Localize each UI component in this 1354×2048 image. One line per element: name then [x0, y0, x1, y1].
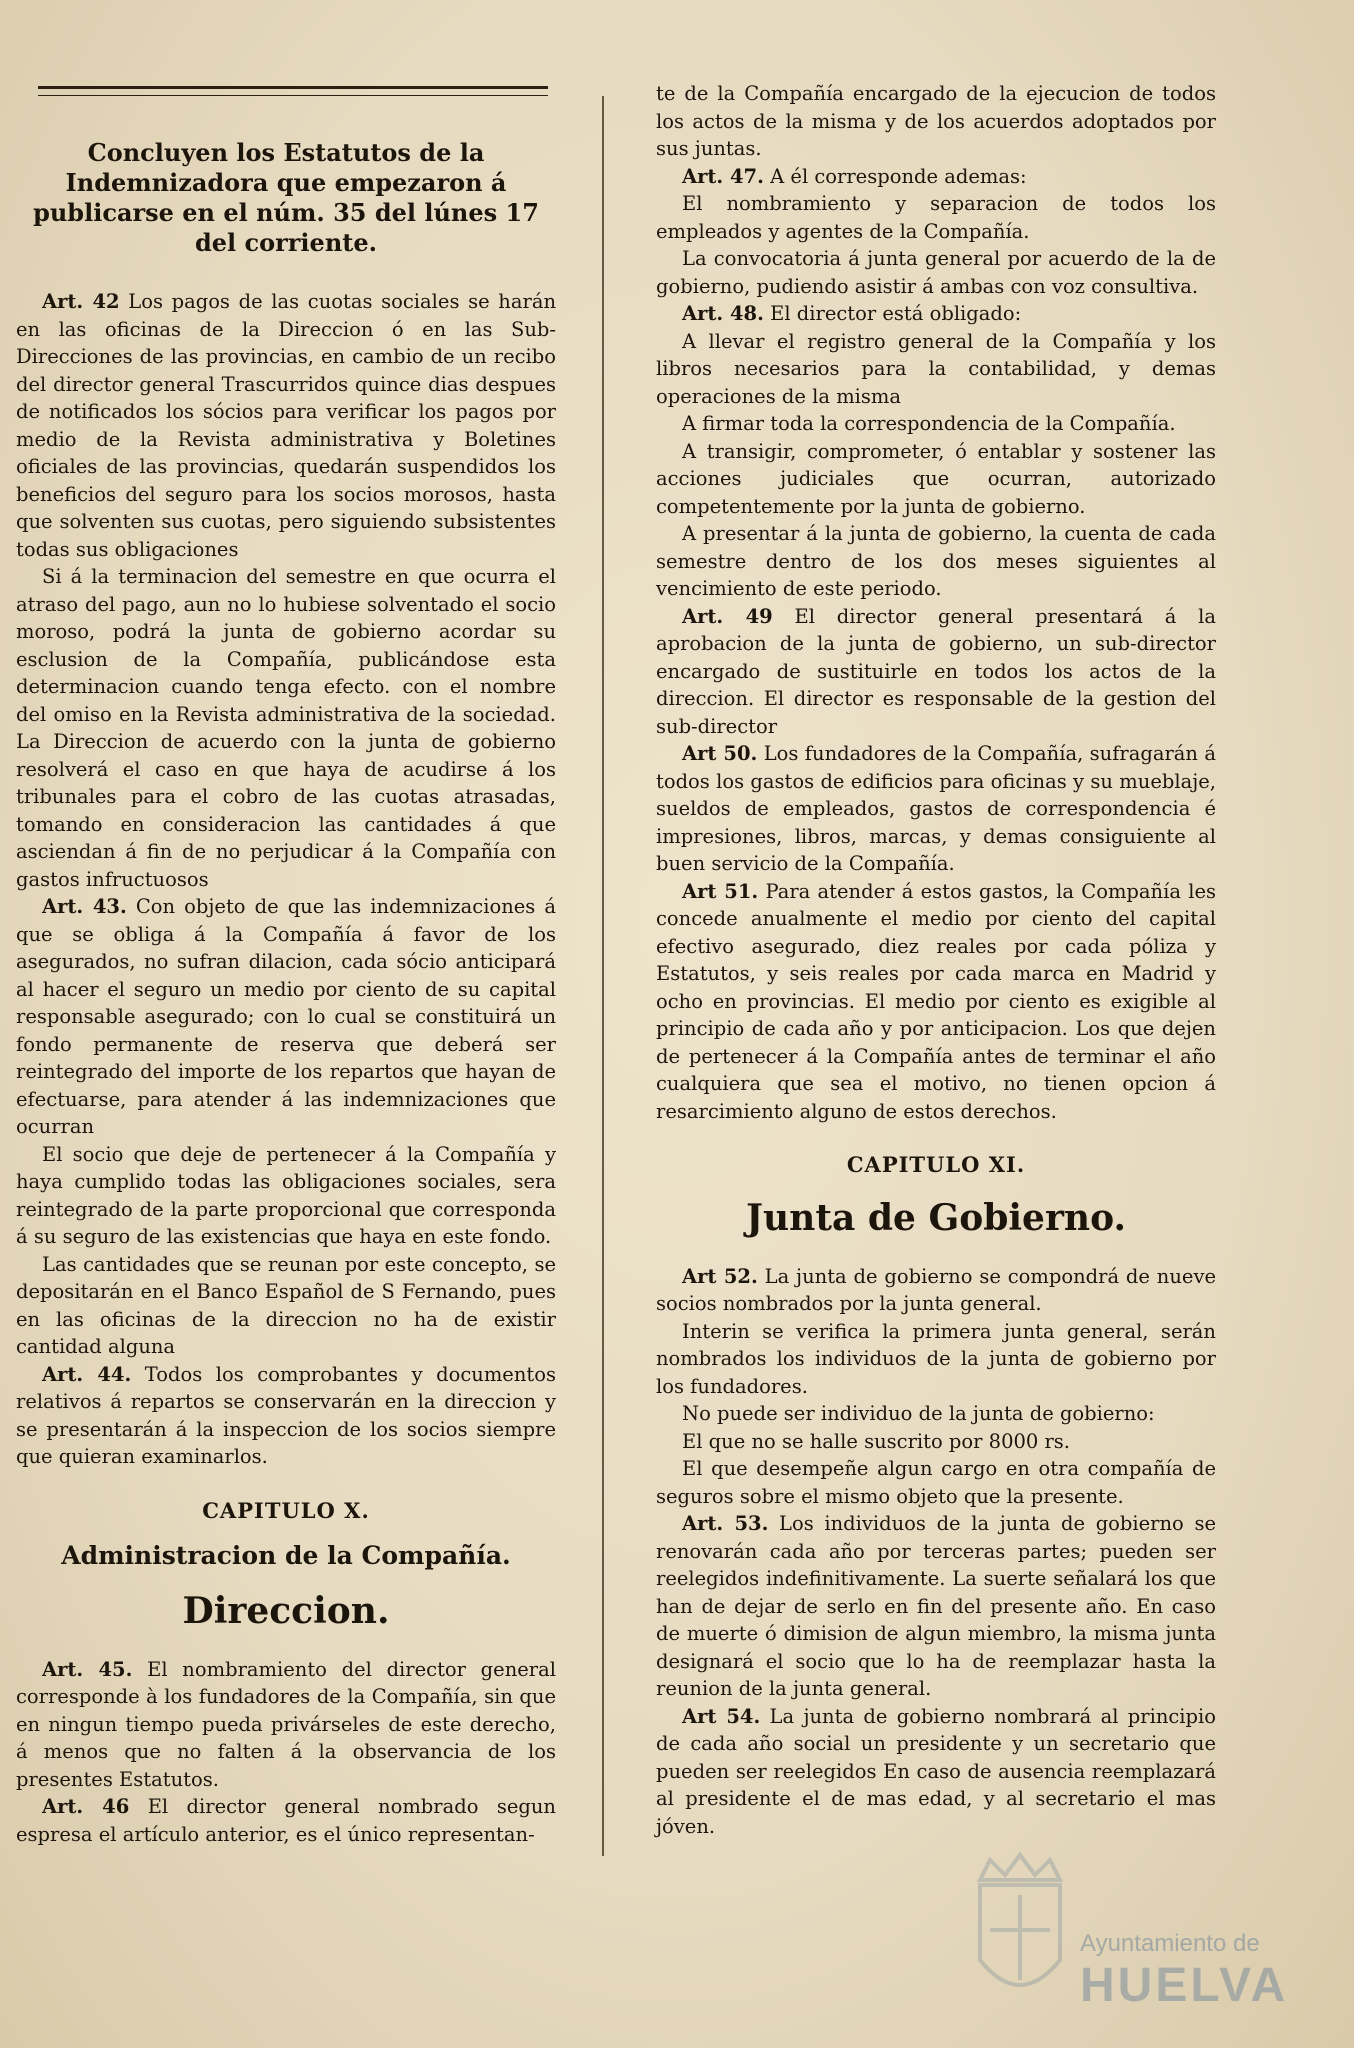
chapter-xi: CAPITULO XI.: [846, 1152, 1026, 1177]
paragraph: [656, 1510, 1216, 1703]
intro-heading: Concluyen los Estatutos de la Indemnizadora que empezaron á publicarse en el núm. 35 del lúnes 17 del corriente.: [33, 138, 539, 257]
paragraph-text: A llevar el registro general de la Compañía y los libros necesarios para la contabilidad, y demas operaciones de la misma: [656, 329, 1216, 408]
top-rule: [38, 86, 548, 96]
paragraph-text: La junta de gobierno se compondrá de nueve socios nombrados por la junta general.: [656, 1264, 1217, 1315]
right-paragraphs: [656, 80, 1216, 1125]
paragraph-text: Todos los comprobantes y documentos relativos á repartos se conservarán en la direccion y se presentarán á la inspeccion de los socios siempre que quieran examinarlos.: [16, 1362, 556, 1468]
watermark-line1: Ayuntamiento de: [1080, 1930, 1260, 1957]
paragraph: [16, 1793, 556, 1848]
paragraph: [656, 80, 1216, 163]
paragraph: [16, 1251, 556, 1361]
paragraph-text: El director general presentará á la aprobacion de la junta de gobierno, un sub-director encargado de sustituirle en todos los actos de la direccion. El director es responsable de la gestion del sub-director: [656, 604, 1216, 738]
paragraph: [656, 438, 1216, 521]
paragraph-text: A presentar á la junta de gobierno, la cuenta de cada semestre dentro de los dos meses siguientes al vencimiento de este periodo.: [656, 522, 1216, 600]
paragraph: [656, 410, 1216, 438]
article-number: Art. 48.: [682, 302, 764, 325]
article-number: Art. 49: [682, 604, 773, 628]
paragraph-text: Para atender á estos gastos, la Compañía les concede anualmente el medio por ciento del capital efectivo asegurado, diez reales por cada póliza y Estatutos, y seis reales por cada marca en Madrid y ocho en provincias. El medio por ciento es exigible al principio de cada año y por anticipacion. Los que dejen de pertenecer á la Compañía antes de terminar el año cualquiera que sea el motivo, no tienen opcion á resarcimiento alguno de estos derechos.: [656, 879, 1217, 1123]
article-number: Art. 44.: [42, 1362, 132, 1386]
paragraph: [656, 520, 1216, 603]
paragraph-text: El socio que deje de pertenecer á la Compañía y haya cumplido todas las obligaciones sociales, sera reintegrado de la parte proporcional que corresponda á su seguro de las existencias que haya en este fondo.: [16, 1142, 556, 1248]
paragraph: [656, 740, 1216, 878]
article-number: Art. 43.: [42, 895, 127, 918]
column-divider: [602, 96, 604, 1856]
paragraph: [656, 300, 1216, 328]
chapter-x: CAPITULO X.: [202, 1497, 370, 1523]
paragraph: [656, 1263, 1216, 1318]
paragraph-text: Interin se verifica la primera junta general, serán nombrados los individuos de la junta de gobierno por los fundadores.: [656, 1319, 1216, 1398]
paragraph-text: Con objeto de que las indemnizaciones á que se obliga á la Compañía á favor de los asegurados, no sufran dilacion, cada sócio anticipará al hacer el seguro un medio por ciento de su capital responsable asegurado; con lo cual se constituirá un fondo permanente de reserva que deberá ser reintegrado del importe de los repartos que hayan de efectuarse, para atender á las indemnizaciones que ocurran: [16, 895, 556, 1138]
paragraph: [16, 1361, 556, 1471]
article-number: Art. 47.: [682, 164, 764, 188]
paragraph-text: Los pagos de las cuotas sociales se harán en las oficinas de la Direccion ó en las Sub-Direcciones de las provincias, en cambio de un recibo del director general Trascurridos quince dias despues de notificados los sócios para verificar los pagos por medio de la Revista administrativa y Boletines oficiales de las provincias, quedarán suspendidos los beneficios del seguro para los socios morosos, hasta que solventen sus cuotas, pero siguiendo subsistentes todas sus obligaciones: [16, 290, 557, 561]
paragraph-text: A firmar toda la correspondencia de la Compañía.: [682, 412, 1176, 435]
left-column: [16, 138, 556, 1848]
paragraph-text: A él corresponde ademas:: [763, 164, 1027, 188]
paragraph-text: La junta de gobierno nombrará al principio de cada año social un presidente y un secretario que pueden ser reelegidos En caso de ausencia reemplazará al presidente el de mas edad, y al secretario el mas jóven.: [656, 1704, 1217, 1838]
article-number: Art. 42: [42, 290, 120, 313]
paragraph: [656, 1455, 1216, 1510]
article-number: Art 50.: [682, 742, 758, 765]
paragraph: [656, 190, 1216, 245]
right-column: [656, 80, 1216, 1840]
paragraph: [656, 1703, 1216, 1841]
right-paragraphs-2: [656, 1263, 1216, 1841]
paragraph: [656, 1428, 1216, 1456]
watermark-line2: HUELVA: [1080, 1959, 1289, 2012]
paragraph-text: El director está obligado:: [763, 302, 1022, 325]
paragraph-text: Si á la terminacion del semestre en que ocurra el atraso del pago, aun no lo hubiese solventado el socio moroso, podrá la junta de gobierno acordar su esclusion de la Compañía, publicándose esta determinacion cuando tenga efecto. con el nombre del omiso en la Revista administrativa de la sociedad. La Direccion de acuerdo con la junta de gobierno resolverá el caso en que haya de acudirse á los tribunales para el cobro de las cuotas atrasadas, tomando en consideracion las cantidades á que asciendan á fin de no perjudicar á la Compañía con gastos infructuosos: [16, 565, 556, 891]
paragraph: [656, 878, 1216, 1126]
paragraph: [16, 1141, 556, 1251]
paragraph: [656, 1400, 1216, 1428]
paragraph-text: El nombramiento del director general corresponde à los fundadores de la Compañía, sin que en ningun tiempo pueda privárseles de este derecho, á menos que no falten á la observancia de los presentes Estatutos.: [16, 1657, 556, 1791]
left-paragraphs: [16, 288, 556, 1471]
paragraph-text: Los fundadores de la Compañía, sufragarán á todos los gastos de edificios para oficinas y su mueblaje, sueldos de empleados, gastos de correspondencia é impresiones, libros, marcas, y demas consiguiente al buen servicio de la Compañía.: [656, 742, 1217, 875]
paragraph-text: No puede ser individuo de la junta de gobierno:: [682, 1402, 1155, 1425]
paragraph-text: El que desempeñe algun cargo en otra compañía de seguros sobre el mismo objeto que la presente.: [656, 1457, 1216, 1508]
paragraph-text: El director general nombrado segun espresa el artículo anterior, es el único representan-: [16, 1795, 556, 1846]
section-heading-junta: Junta de Gobierno.: [745, 1196, 1127, 1239]
paragraph: [16, 288, 556, 563]
paragraph: [16, 893, 556, 1141]
article-number: Art. 46: [42, 1795, 130, 1818]
article-number: Art 52.: [682, 1264, 758, 1288]
article-number: Art. 45.: [42, 1657, 133, 1681]
paragraph: [656, 163, 1216, 191]
article-number: Art. 53.: [682, 1512, 769, 1535]
section-subtitle: Administracion de la Compañía.: [61, 1541, 511, 1570]
paragraph-text: La convocatoria á junta general por acuerdo de la de gobierno, pudiendo asistir á ambas con voz consultiva.: [656, 247, 1216, 298]
paragraph: [656, 245, 1216, 300]
section-heading-direccion: Direccion.: [182, 1589, 390, 1632]
paragraph-text: Los individuos de la junta de gobierno se renovarán cada año por terceras partes; pueden ser reelegidos indefinitivamente. La suerte señalará los que han de dejar de serlo en fin del presente año. En caso de muerte ó dimision de algun miembro, la misma junta designará el socio que lo ha de reemplazar hasta la reunion de la junta general.: [656, 1512, 1216, 1700]
paragraph-text: El que no se halle suscrito por 8000 rs.: [682, 1429, 1071, 1453]
paragraph: [656, 328, 1216, 411]
paragraph: [656, 1318, 1216, 1401]
paragraph: [16, 563, 556, 893]
article-number: Art 54.: [682, 1704, 761, 1728]
paragraph: [16, 1656, 556, 1794]
paragraph-text: A transigir, comprometer, ó entablar y sostener las acciones judiciales que ocurran, autorizado competentemente por la junta de gobierno.: [656, 439, 1216, 518]
left-paragraphs-2: [16, 1656, 556, 1849]
paragraph: [656, 603, 1216, 741]
paragraph-text: Las cantidades que se reunan por este concepto, se depositarán en el Banco Español de S Fernando, pues en las oficinas de la direccion no ha de existir cantidad alguna: [16, 1252, 556, 1358]
paragraph-text: te de la Compañía encargado de la ejecucion de todos los actos de la misma y de los acuerdos adoptados por sus juntas.: [656, 82, 1216, 160]
article-number: Art 51.: [682, 879, 759, 903]
paragraph-text: El nombramiento y separacion de todos los empleados y agentes de la Compañía.: [656, 192, 1216, 243]
